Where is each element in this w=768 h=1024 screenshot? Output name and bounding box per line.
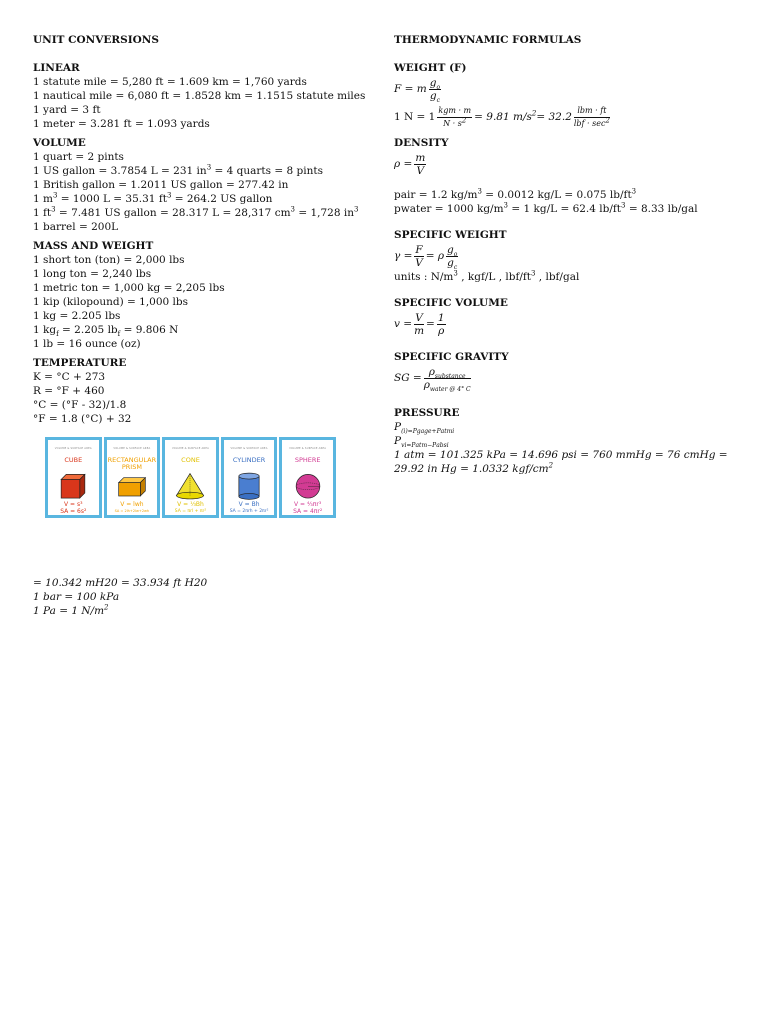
volume-formula: V = ⁴⁄₃πr³: [294, 501, 322, 508]
mass-line: 1 lb = 16 ounce (oz): [33, 338, 141, 350]
tail-line: 1 bar = 100 kPa: [33, 591, 120, 603]
surface-area-formula: SA = 2πrh + 2πr²: [229, 509, 269, 514]
temperature-heading: TEMPERATURE: [33, 357, 127, 369]
mass-line: 1 kip (kilopound) = 1,000 lbs: [33, 296, 189, 308]
linear-line: 1 statute mile = 5,280 ft = 1.609 km = 1,760 yards: [33, 76, 307, 88]
specific-volume-section: [394, 296, 744, 338]
linear-line: 1 yard = 3 ft: [33, 104, 101, 116]
surface-area-formula: SA = 4πr²: [293, 508, 323, 515]
card-title: CONE: [181, 456, 200, 464]
mass-line: 1 $kg_f = 2.205$ $lb_f = 9.806$ N: [33, 324, 179, 339]
atm-conversion-line: 29.92 in Hg = 1.0332 kgf/$cm^2$: [394, 461, 554, 475]
temperature-section: [33, 356, 383, 426]
surface-area-formula: SA = πrl + πr²: [174, 509, 207, 514]
temperature-line: R = °F + 460: [33, 385, 105, 397]
density-formula: ρ = $\frac{m}{V}$: [394, 151, 426, 177]
surface-area-formula: SA = 2lh+2lw+2wh: [114, 509, 150, 513]
volume-line: 1 US gallon = 3.7854 L = 231 $in^3 = 4$ quarts = 8 pints: [33, 163, 323, 177]
mass-line: 1 kg = 2.205 lbs: [33, 310, 121, 322]
newton-formula: 1 N = 1 $\frac{\text{kgm · m}}{N \cdot s^2}$ = 9.81 $m/s^2= 32.2$ $\frac{\text{lbm · ft}}{lbf \cdot \sec^2}$: [394, 105, 610, 128]
linear-section: [33, 61, 383, 131]
tail-line: = 10.342 mH20 = 33.934 ft H20: [33, 577, 208, 589]
specific-gravity-heading: SPECIFIC GRAVITY: [394, 351, 509, 363]
air-density-line: pair = 1.2 $kg/m^3 = 0.0012$ kg/L = 0.075 $lb/ft^3$: [394, 187, 637, 201]
card-title: CUBE: [64, 456, 83, 464]
rectangular-prism-icon: [110, 471, 154, 501]
surface-area-formula: SA = 6s²: [60, 508, 87, 515]
specific-weight-heading: SPECIFIC WEIGHT: [394, 229, 507, 241]
specific-weight-units: units : $N/m^3$ , kgf/L , lbf/$ft^3$ , lbf/gal: [394, 269, 580, 283]
pressure-formula: $P_{(𝑖)=P𝑔𝑎𝑔𝑒+P𝑎𝑡𝑚𝑖}$: [394, 421, 455, 436]
water-density-line: pwater = 1000 $kg/m^3 = 1$ kg/L = 62.4 $lb/ft^3 = 8.33$ lb/gal: [394, 201, 698, 215]
page-title: UNIT CONVERSIONS: [33, 34, 159, 46]
specific-gravity-section: [394, 350, 744, 392]
weight-formula: F = m $\frac{g_o}{g_c}$: [394, 76, 441, 104]
weight-heading: WEIGHT (F): [394, 62, 467, 74]
card-caption: VOLUME & SURFACE AREA: [54, 447, 92, 450]
temperature-line: K = °C + 273: [33, 371, 106, 383]
volume-line: 1 British gallon = 1.2011 US gallon = 277.42 in: [33, 179, 289, 191]
linear-line: 1 meter = 3.281 ft = 1.093 yards: [33, 118, 210, 130]
volume-heading: VOLUME: [33, 137, 86, 149]
cylinder-card: [221, 437, 278, 518]
cube-icon: [51, 471, 95, 501]
sphere-card: [279, 437, 336, 518]
mass-line: 1 short ton (ton) = 2,000 lbs: [33, 254, 185, 266]
section-title: THERMODYNAMIC FORMULAS: [394, 34, 582, 46]
card-title: RECTANGULAR PRISM: [107, 456, 157, 471]
cone-card: [162, 437, 219, 518]
temperature-line: °C = (°F - 32)/1.8: [33, 399, 127, 411]
unit-conversions-column: [33, 33, 383, 431]
pressure-continuation: [33, 576, 207, 618]
volume-line: 1 quart = 2 pints: [33, 151, 124, 163]
density-heading: DENSITY: [394, 137, 449, 149]
card-caption: VOLUME & SURFACE AREA: [171, 447, 210, 450]
sphere-icon: [286, 471, 330, 501]
volume-formula: V = lwh: [120, 501, 144, 508]
volume-formula: V = ⅓Bh: [177, 501, 204, 508]
cube-card: [45, 437, 102, 518]
volume-line: 1 $m^3 = 1000$ L = 35.31 $ft^3 = 264.2$ US gallon: [33, 191, 273, 205]
specific-weight-section: [394, 228, 744, 284]
density-section: [394, 136, 744, 216]
linear-line: 1 nautical mile = 6,080 ft = 1.8528 km = 1.1515 statute miles: [33, 90, 366, 102]
weight-section: [394, 61, 744, 131]
pressure-heading: PRESSURE: [394, 407, 460, 419]
card-caption: VOLUME & SURFACE AREA: [289, 447, 327, 450]
temperature-line: °F = 1.8 (°C) + 32: [33, 413, 132, 425]
mass-line: 1 metric ton = 1,000 kg = 2,205 lbs: [33, 282, 225, 294]
specific-volume-formula: v = $\frac{V}{m}$ = $\frac{1}{\rho}$: [394, 311, 445, 337]
volume-surface-area-shapes: [45, 437, 336, 518]
mass-heading: MASS AND WEIGHT: [33, 240, 154, 252]
cylinder-icon: [227, 471, 271, 501]
volume-formula: V = s³: [64, 501, 83, 508]
volume-line: 1 $ft^3 = 7.481$ US gallon = 28.317 L = 28,317 $cm^3 = 1,728$ $in^3$: [33, 205, 359, 219]
tail-line: 1 Pa = 1 $N/m^2$: [33, 603, 109, 617]
atm-conversion-line: 1 atm = 101.325 kPa = 14.696 psi = 760 mmHg = 76 cmHg =: [394, 449, 728, 461]
card-title: SPHERE: [294, 456, 321, 464]
linear-heading: LINEAR: [33, 62, 80, 74]
specific-volume-heading: SPECIFIC VOLUME: [394, 297, 508, 309]
mass-line: 1 long ton = 2,240 lbs: [33, 268, 152, 280]
volume-formula: V = Bh: [238, 501, 260, 508]
specific-weight-formula: γ = $\frac{F}{V}$ = ρ $\frac{g_o}{g_c}$: [394, 243, 458, 271]
volume-line: 1 barrel = 200L: [33, 221, 119, 233]
pressure-formula: $P_{𝑣𝑖=P𝑎𝑡𝑚-P𝑎𝑏𝑠𝑖}$: [394, 435, 449, 450]
pressure-section: [394, 406, 744, 476]
rectangular-prism-card: [104, 437, 161, 518]
thermodynamic-formulas-column: [394, 33, 744, 481]
card-caption: VOLUME & SURFACE AREA: [230, 447, 268, 450]
card-title: CYLINDER: [232, 456, 266, 464]
specific-gravity-formula: SG = $\frac{\rho_{substance}}{\rho_{water @ 4^\circ C}}$: [394, 365, 471, 393]
cone-icon: [168, 471, 212, 501]
card-caption: VOLUME & SURFACE AREA: [113, 447, 151, 450]
mass-section: [33, 239, 383, 351]
volume-section: [33, 136, 383, 234]
